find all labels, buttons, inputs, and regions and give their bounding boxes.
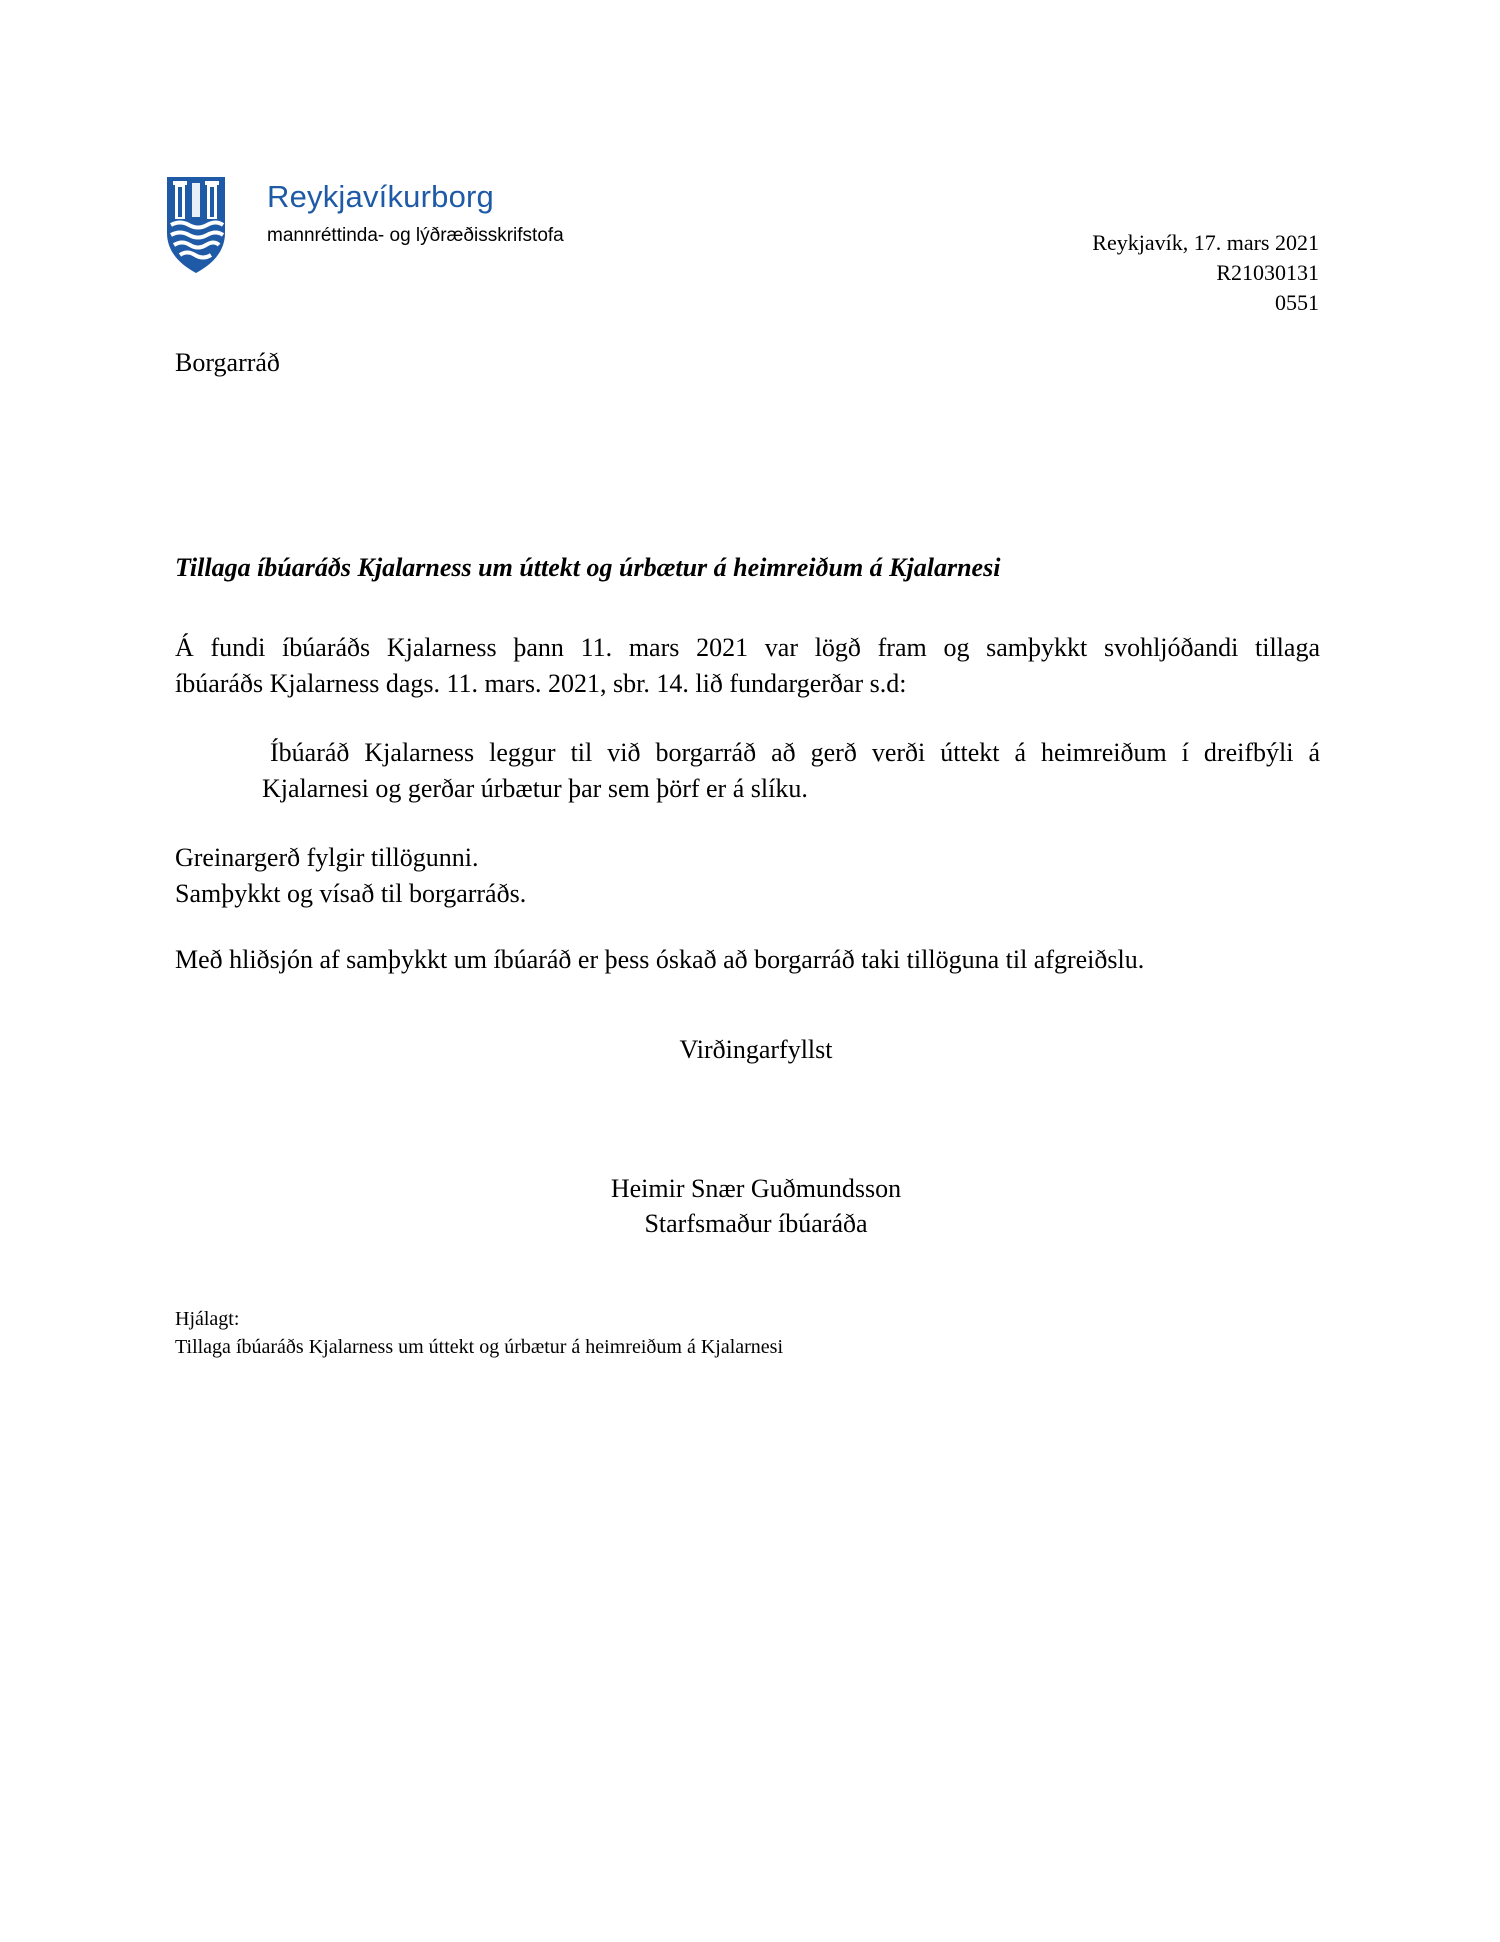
attachments — [175, 1305, 783, 1361]
signer-name: Heimir Snær Guðmundsson — [610, 1174, 902, 1203]
intro-line: íbúaráðs Kjalarness dags. 11. mars. 2021, sbr. 14. lið fundargerðar s.d: — [175, 669, 907, 698]
note-line: Samþykkt og vísað til borgarráðs. — [175, 879, 527, 908]
reykjavik-coat-of-arms-icon — [165, 175, 227, 275]
signoff-greeting: Virðingarfyllst — [679, 1035, 833, 1064]
quote-line: Íbúaráð Kjalarness leggur til við borgarráð að gerð verði úttekt á heimreiðum í dreifbýli á — [270, 738, 1320, 767]
attachment-item: Tillaga íbúaráðs Kjalarness um úttekt og úrbætur á heimreiðum á Kjalarnesi — [175, 1336, 784, 1358]
recipient: Borgarráð — [175, 348, 280, 377]
quote-line: Kjalarnesi og gerðar úrbætur þar sem þörf er á slíku. — [262, 774, 808, 803]
organization-name: Reykjavíkurborg — [267, 179, 494, 214]
proposal-quote — [262, 735, 1320, 807]
note-line: Greinargerð fylgir tillögunni. — [175, 843, 479, 872]
department-name: mannréttinda- og lýðræðisskrifstofa — [267, 225, 564, 246]
document-code: 0551 — [1275, 290, 1319, 315]
attachments-label: Hjálagt: — [175, 1308, 240, 1330]
notes-block — [175, 840, 526, 912]
place-date: Reykjavík, 17. mars 2021 — [1092, 230, 1319, 255]
intro-paragraph — [175, 630, 1320, 702]
subject-heading: Tillaga íbúaráðs Kjalarness um úttekt og úrbætur á heimreiðum á Kjalarnesi — [175, 553, 1001, 582]
signer-title: Starfsmaður íbúaráða — [644, 1209, 868, 1238]
intro-line: Á fundi íbúaráðs Kjalarness þann 11. mars 2021 var lögð fram og samþykkt svohljóðandi tillaga — [175, 633, 1320, 662]
closing-paragraph: Með hliðsjón af samþykkt um íbúaráð er þess óskað að borgarráð taki tillöguna til afgreiðslu. — [175, 945, 1145, 974]
case-number: R21030131 — [1216, 260, 1319, 285]
document-meta — [1092, 228, 1319, 318]
